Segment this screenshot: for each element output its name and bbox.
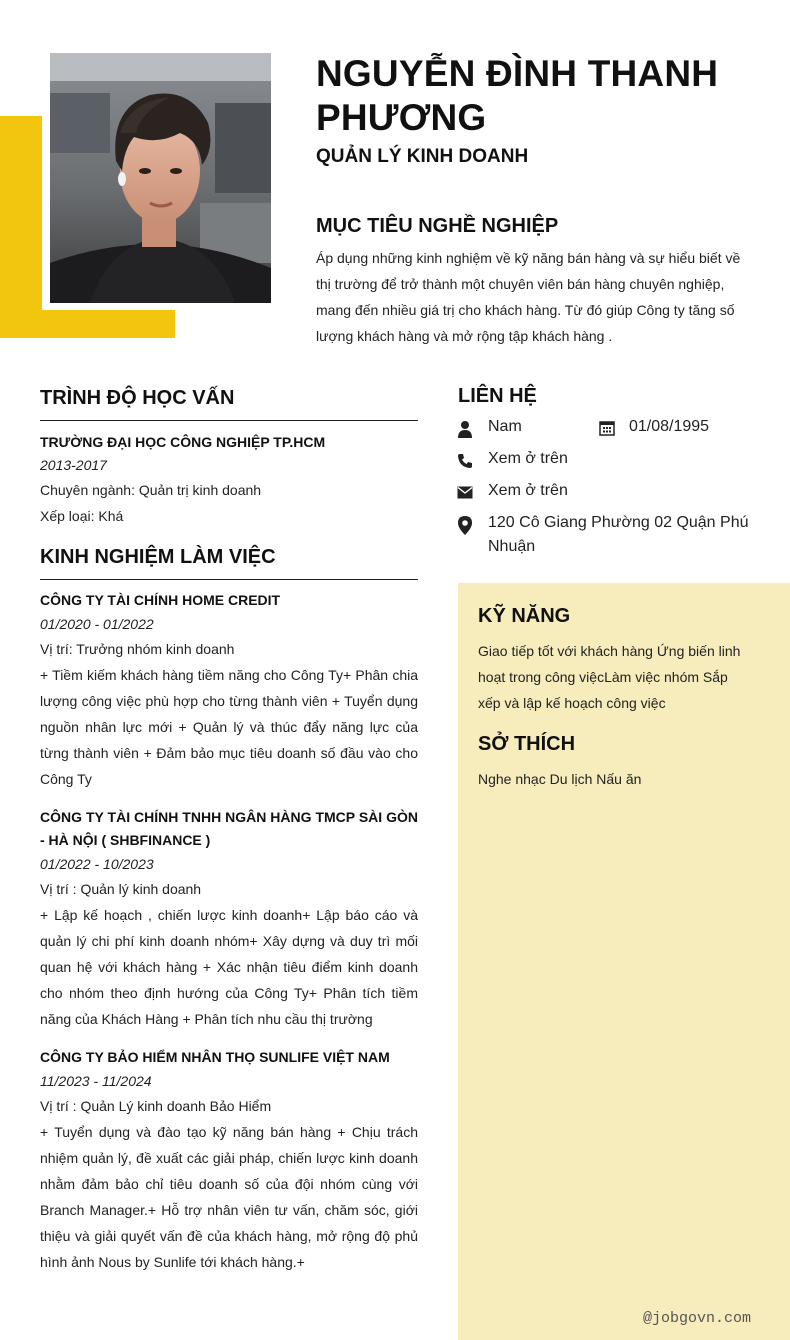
contact-phone: Xem ở trên [488,450,568,467]
job-position: Vị trí : Quản Lý kinh doanh Bảo Hiểm [40,1098,272,1114]
skills-heading: KỸ NĂNG [478,605,571,627]
education-school: TRƯỜNG ĐẠI HỌC CÔNG NGHIỆP TP.HCM [40,434,326,450]
job-period: 11/2023 - 11/2024 [40,1073,152,1089]
objective-text: Áp dụng những kinh nghiệm về kỹ năng bán hàng và sự hiểu biết về thị trường để trở thành một chuyên viên bán hàng chuyên nghiệp, mang đến nhiều giá trị cho khách hàng. Từ đó giúp Công ty tăng số lượng khách hàng và mở rộng tập khách hàng . [316,250,741,344]
experience-divider [40,579,418,580]
decorative-yellow-bar-vertical [0,116,42,338]
contact-gender: Nam [488,418,522,435]
job-company: CÔNG TY BẢO HIỂM NHÂN THỌ SUNLIFE VIỆT NAM [40,1049,390,1065]
education-grade: Xếp loại: Khá [40,508,124,524]
hobbies-text: Nghe nhạc Du lịch Nấu ăn [478,771,642,787]
candidate-name: NGUYỄN ĐÌNH THANH PHƯƠNG [316,53,719,138]
decorative-yellow-bar-horizontal [0,310,175,338]
contact-address: 120 Cô Giang Phường 02 Quận Phú Nhuận [488,514,749,555]
experience-heading: KINH NGHIỆM LÀM VIỆC [40,546,276,568]
job-description: + Lập kế hoạch , chiến lược kinh doanh+ Lập báo cáo và quản lý chi phí kinh doanh nhóm+ Xây dựng và duy trì mối quan hệ với khách hàng + Xác nhận tiêu điểm kinh doanh cho nhóm theo định hướng của Công Ty+ Phân tích tiềm năng của Khách Hàng + Phân tích nhu cầu thị trường [40,907,418,1027]
profile-photo-illustration [50,53,271,303]
job-description: + Tiềm kiếm khách hàng tiềm năng cho Công Ty+ Phân chia lượng công việc phù hợp cho từng thành viên + Tuyển dụng nguồn nhân lực mới + Quản lý và thúc đẩy năng lực của từng thành viên + Đảm bảo mục tiêu doanh số đầu vào cho Công Ty [40,667,418,787]
calendar-icon [599,420,615,436]
person-icon [457,420,473,436]
education-divider [40,420,418,421]
job-title: QUẢN LÝ KINH DOANH [316,146,529,167]
job-position: Vị trí : Quản lý kinh doanh [40,881,202,897]
job-company: CÔNG TY TÀI CHÍNH HOME CREDIT [40,592,281,608]
job-period: 01/2020 - 01/2022 [40,616,154,632]
job-description: + Tuyển dụng và đào tạo kỹ năng bán hàng + Chịu trách nhiệm quản lý, đề xuất các giải pháp, chiến lược kinh doanh nhằm đảm bảo chỉ tiêu doanh số của đội nhóm cùng với Branch Manager.+ Hỗ trợ nhân viên tư vấn, chăm sóc, giới thiệu và giải quyết vấn đề của khách hàng, mở rộng độ phủ hình ảnh Nous by Sunlife tới khách hàng.+ [40,1124,418,1270]
contact-birthday: 01/08/1995 [629,418,710,435]
contact-heading: LIÊN HỆ [458,385,537,407]
education-major: Chuyên ngành: Quản trị kinh doanh [40,482,262,498]
job-period: 01/2022 - 10/2023 [40,856,154,872]
contact-email: Xem ở trên [488,482,568,499]
objective-heading: MỤC TIÊU NGHỀ NGHIỆP [316,215,559,237]
phone-icon [457,453,473,469]
education-period: 2013-2017 [40,457,107,473]
hobbies-heading: SỞ THÍCH [478,733,576,755]
skills-text: Giao tiếp tốt với khách hàng Ứng biến linh hoạt trong công việcLàm việc nhóm Sắp xếp và lập kế hoạch công việc [478,643,741,711]
job-position: Vị trí: Trưởng nhóm kinh doanh [40,641,235,657]
profile-photo [50,53,271,303]
location-pin-icon [457,516,473,532]
education-heading: TRÌNH ĐỘ HỌC VẤN [40,387,235,409]
email-icon [457,486,473,502]
watermark: @jobgovn.com [643,1310,752,1327]
job-company: CÔNG TY TÀI CHÍNH TNHH NGÂN HÀNG TMCP SÀI GÒN - HÀ NỘI ( SHBFINANCE ) [40,809,418,848]
